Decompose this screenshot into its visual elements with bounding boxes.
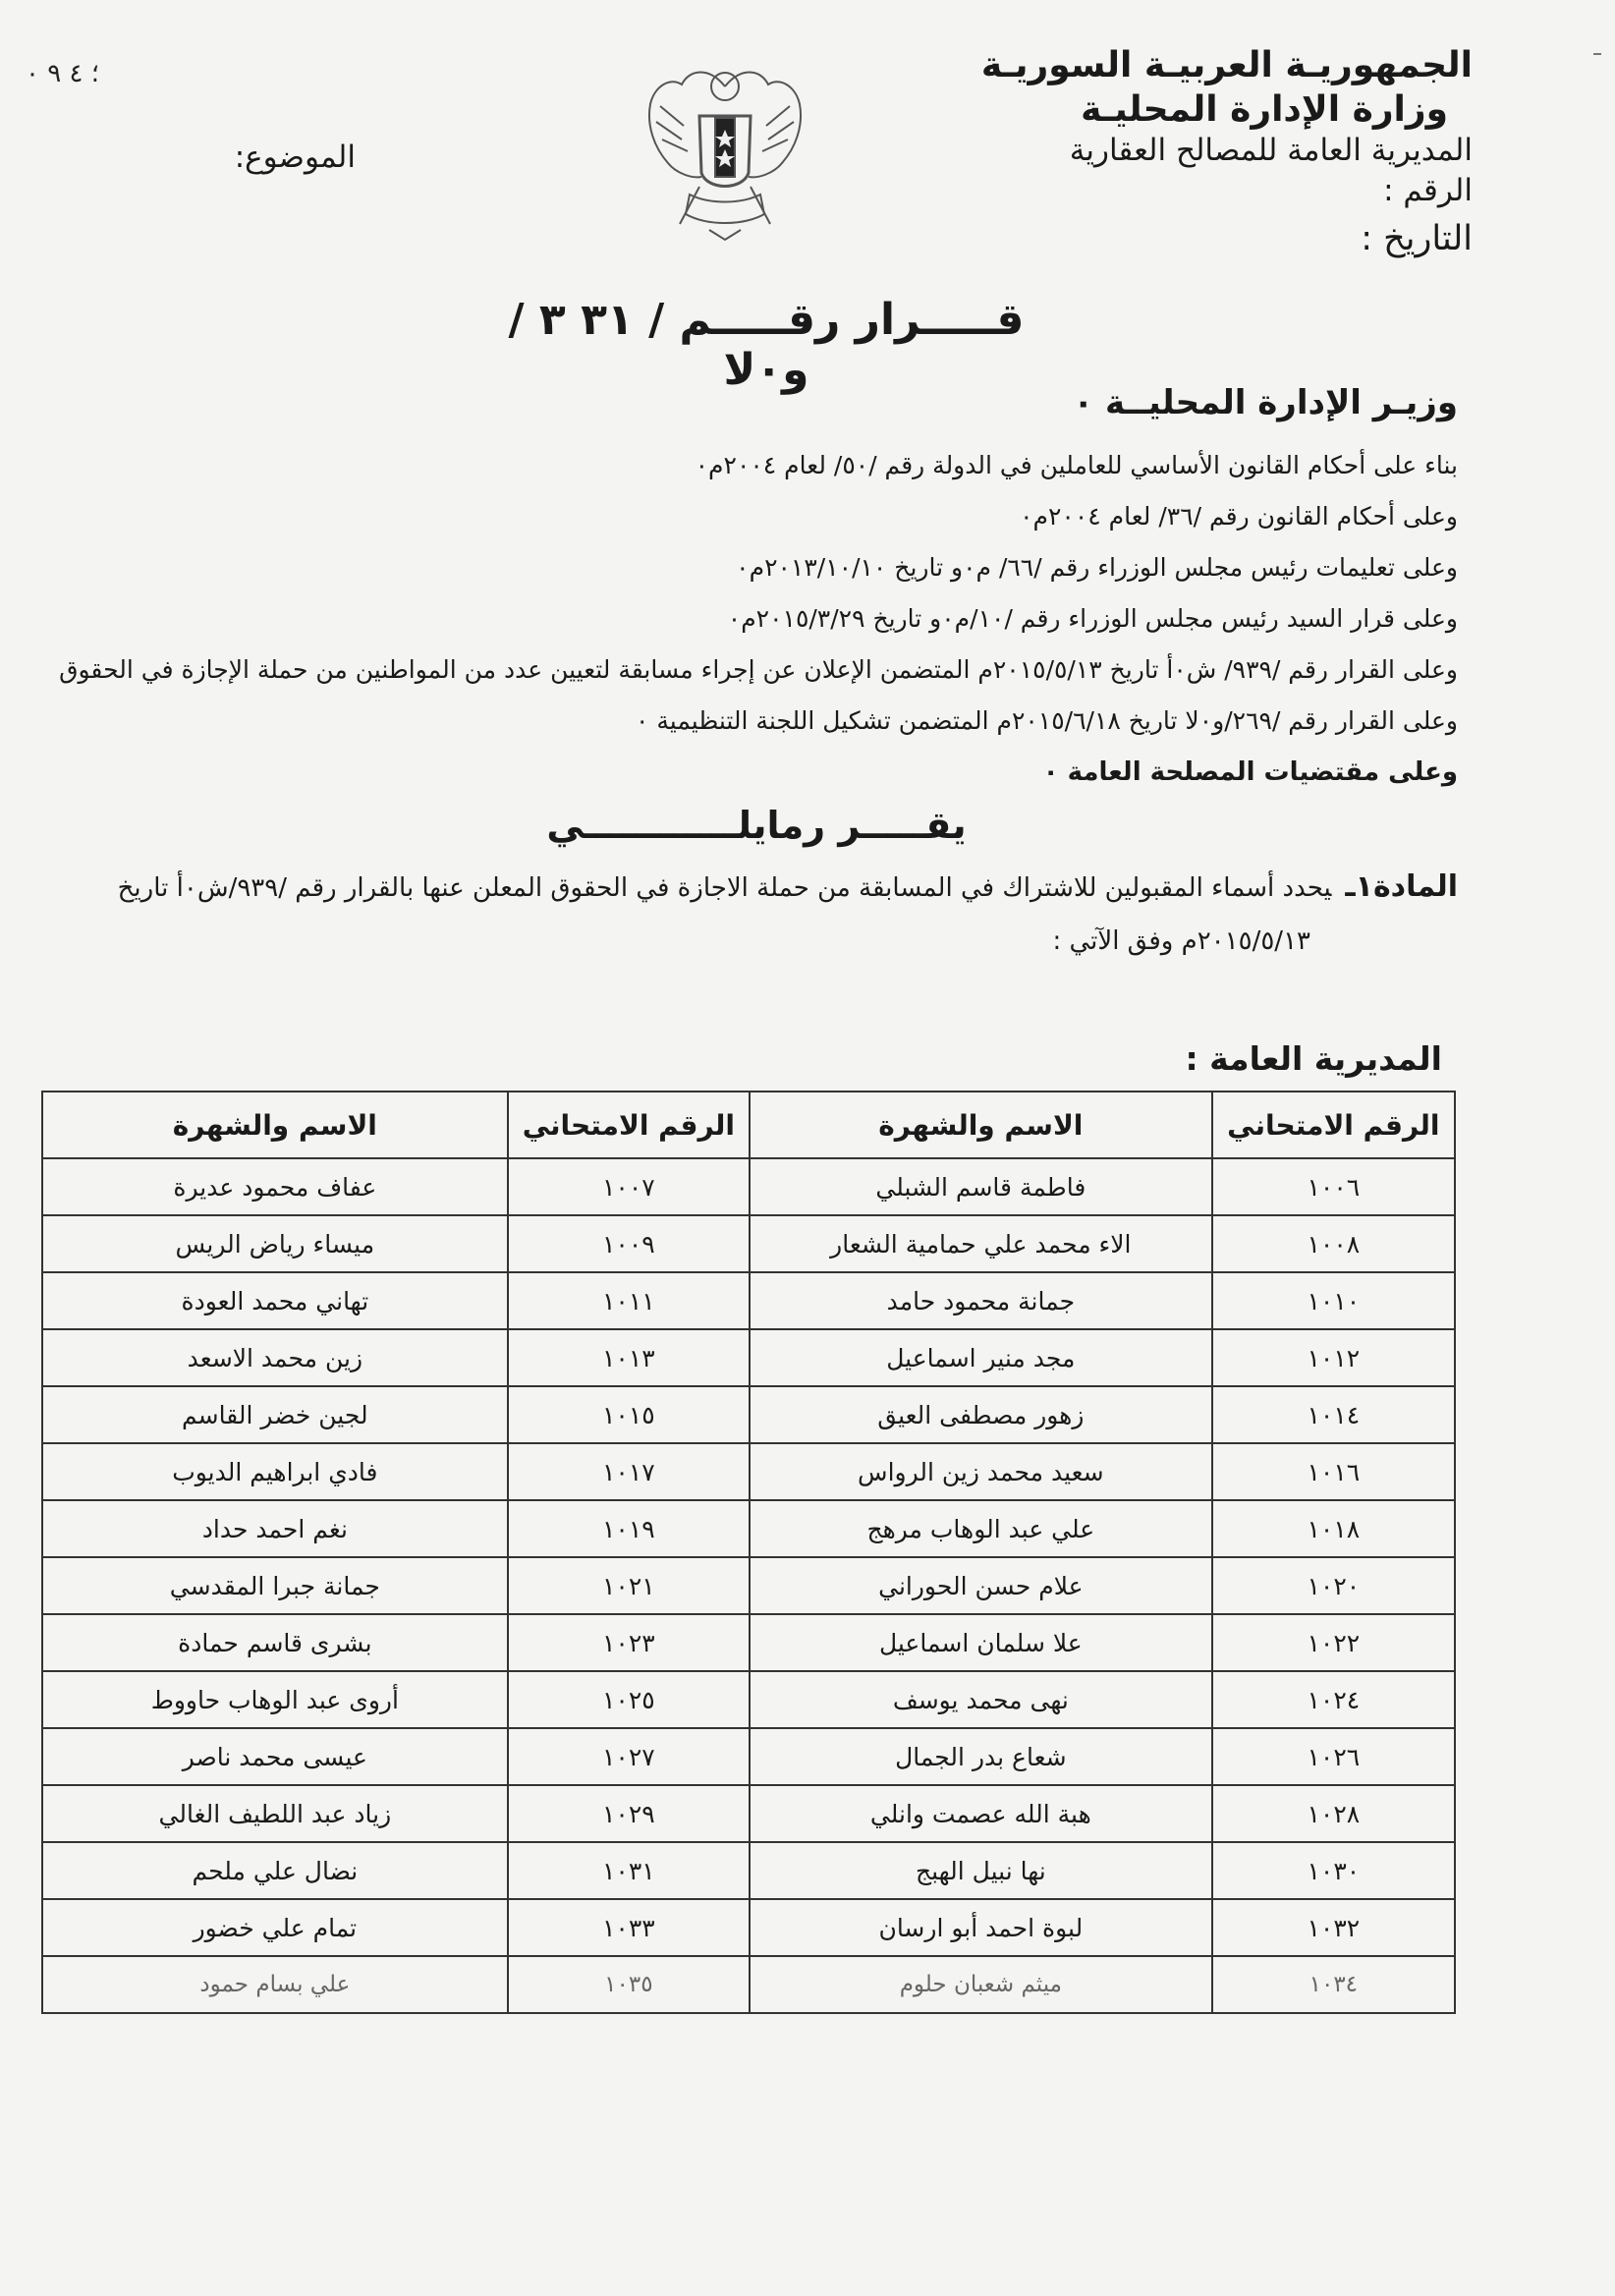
exam-number: ١٠١٢ [1212, 1329, 1455, 1386]
exam-number: ١٠٢٨ [1212, 1785, 1455, 1842]
exam-number: ١٠١٩ [508, 1500, 750, 1557]
candidate-name: تمام علي خضور [42, 1899, 508, 1956]
minister-title: وزيـر الإدارة المحليــة ٠ [1073, 383, 1458, 422]
candidate-name: علي بسام حمود [42, 1956, 508, 2013]
exam-number: ١٠٢١ [508, 1557, 750, 1614]
subject-label: الموضوع: [234, 140, 356, 175]
exam-number: ١٠٣٤ [1212, 1956, 1455, 2013]
table-row [42, 1557, 1455, 1614]
consideration-line: وعلى تعليمات رئيس مجلس الوزراء رقم /٦٦/ م٠و تاريخ ٢٠١٣/١٠/١٠م٠ [736, 553, 1458, 582]
exam-number: ١٠٢٠ [1212, 1557, 1455, 1614]
candidate-name: تهاني محمد العودة [42, 1272, 508, 1329]
candidate-name: زهور مصطفى العيق [750, 1386, 1212, 1443]
exam-number: ١٠٠٨ [1212, 1215, 1455, 1272]
candidate-name: جمانة محمود حامد [750, 1272, 1212, 1329]
candidate-name: علا سلمان اسماعيل [750, 1614, 1212, 1671]
column-header: الرقم الامتحاني [508, 1092, 750, 1158]
candidate-name: لجين خضر القاسم [42, 1386, 508, 1443]
directorate-section-title: المديرية العامة : [1185, 1039, 1442, 1078]
table-row [42, 1443, 1455, 1500]
decision-title: قـــــرار رقـــــم / ٣١ ٣ /و٠لا [508, 295, 1025, 395]
exam-number: ١٠٣٢ [1212, 1899, 1455, 1956]
candidate-name: عيسى محمد ناصر [42, 1728, 508, 1785]
table-row [42, 1215, 1455, 1272]
table-row [42, 1500, 1455, 1557]
candidate-name: نها نبيل الهبج [750, 1842, 1212, 1899]
column-header: الرقم الامتحاني [1212, 1092, 1455, 1158]
table-row [42, 1272, 1455, 1329]
exam-number: ١٠١٦ [1212, 1443, 1455, 1500]
exam-number: ١٠٢٢ [1212, 1614, 1455, 1671]
table-row [42, 1386, 1455, 1443]
exam-number: ١٠٣٣ [508, 1899, 750, 1956]
consideration-line: بناء على أحكام القانون الأساسي للعاملين في الدولة رقم /٥٠/ لعام ٢٠٠٤م٠ [695, 451, 1458, 479]
candidate-name: نضال علي ملحم [42, 1842, 508, 1899]
candidate-name: هبة الله عصمت وانلي [750, 1785, 1212, 1842]
candidate-name: سعيد محمد زين الرواس [750, 1443, 1212, 1500]
table-row [42, 1614, 1455, 1671]
exam-number: ١٠١٠ [1212, 1272, 1455, 1329]
table-row [42, 1785, 1455, 1842]
exam-number: ١٠١٨ [1212, 1500, 1455, 1557]
exam-number: ١٠٠٩ [508, 1215, 750, 1272]
candidate-name: مجد منير اسماعيل [750, 1329, 1212, 1386]
candidate-name: نغم احمد حداد [42, 1500, 508, 1557]
consideration-line: وعلى القرار رقم /٢٦٩/و٠لا تاريخ ٢٠١٥/٦/١٨م المتضمن تشكيل اللجنة التنظيمية ٠ [636, 706, 1458, 735]
handwritten-margin-marks: ؛ ٤ ٩ ٠ [26, 59, 99, 88]
article-1 [43, 861, 1458, 968]
ministry-name: وزارة الإدارة المحليـة [1081, 89, 1448, 130]
table-row [42, 1671, 1455, 1728]
candidate-name: زين محمد الاسعد [42, 1329, 508, 1386]
candidate-name: نهى محمد يوسف [750, 1671, 1212, 1728]
exam-number: ١٠١٤ [1212, 1386, 1455, 1443]
table-row [42, 1956, 1455, 2013]
eagle-emblem-icon [640, 57, 809, 244]
exam-number: ١٠١٧ [508, 1443, 750, 1500]
consideration-line: وعلى أحكام القانون رقم /٣٦/ لعام ٢٠٠٤م٠ [1020, 502, 1458, 531]
candidate-name: أروى عبد الوهاب حاووط [42, 1671, 508, 1728]
consideration-line: وعلى القرار رقم /٩٣٩/ ش٠أ تاريخ ٢٠١٥/٥/١٣م المتضمن الإعلان عن إجراء مسابقة لتعيين عدد من المواطنين من حملة الإجازة في الحقوق [59, 655, 1458, 684]
exam-number: ١٠٠٧ [508, 1158, 750, 1215]
edge-mark [1593, 53, 1601, 55]
consideration-line: وعلى قرار السيد رئيس مجلس الوزراء رقم /١٠/م٠و تاريخ ٢٠١٥/٣/٢٩م٠ [727, 604, 1458, 633]
exam-number: ١٠٢٤ [1212, 1671, 1455, 1728]
country-name: الجمهوريـة العربيـة السوريـة [980, 45, 1473, 85]
candidate-name: الاء محمد علي حمامية الشعار [750, 1215, 1212, 1272]
candidate-name: شعاع بدر الجمال [750, 1728, 1212, 1785]
candidate-name: جمانة جبرا المقدسي [42, 1557, 508, 1614]
exam-number: ١٠٢٧ [508, 1728, 750, 1785]
table-header-row [42, 1092, 1455, 1158]
exam-number: ١٠٢٥ [508, 1671, 750, 1728]
table-row [42, 1329, 1455, 1386]
number-label: الرقم : [1383, 172, 1473, 208]
article-text-line1: يحدد أسماء المقبولين للاشتراك في المسابقة من حملة الاجازة في الحقوق المعلن عنها بالقرار رقم /٩٣٩/ش٠أ تاريخ [117, 873, 1332, 903]
candidate-name: فاطمة قاسم الشبلي [750, 1158, 1212, 1215]
exam-number: ١٠٢٦ [1212, 1728, 1455, 1785]
table-row [42, 1899, 1455, 1956]
consideration-line: وعلى مقتضيات المصلحة العامة ٠ [1042, 757, 1458, 787]
decides-heading: يقـــــر رمايلــــــــــــي [546, 804, 967, 847]
candidate-name: ميساء رياض الريس [42, 1215, 508, 1272]
candidate-name: ميثم شعبان حلوم [750, 1956, 1212, 2013]
candidates-table [41, 1091, 1456, 2014]
candidate-name: علي عبد الوهاب مرهج [750, 1500, 1212, 1557]
article-text-line2: ٢٠١٥/٥/١٣م وفق الآتي : [1052, 926, 1310, 956]
candidate-name: بشرى قاسم حمادة [42, 1614, 508, 1671]
exam-number: ١٠١٣ [508, 1329, 750, 1386]
candidate-name: عفاف محمود عديرة [42, 1158, 508, 1215]
exam-number: ١٠٢٣ [508, 1614, 750, 1671]
exam-number: ١٠٣٠ [1212, 1842, 1455, 1899]
exam-number: ١٠٢٩ [508, 1785, 750, 1842]
letterhead [962, 43, 1473, 260]
column-header: الاسم والشهرة [42, 1092, 508, 1158]
table-row [42, 1728, 1455, 1785]
candidate-name: لبوة احمد أبو ارسان [750, 1899, 1212, 1956]
candidate-name: علام حسن الحوراني [750, 1557, 1212, 1614]
exam-number: ١٠٠٦ [1212, 1158, 1455, 1215]
table-row [42, 1842, 1455, 1899]
article-label: المادة١ـ [1345, 869, 1458, 904]
exam-number: ١٠٣١ [508, 1842, 750, 1899]
date-label: التاريخ : [1361, 218, 1473, 258]
exam-number: ١٠١١ [508, 1272, 750, 1329]
column-header: الاسم والشهرة [750, 1092, 1212, 1158]
candidate-name: فادي ابراهيم الديوب [42, 1443, 508, 1500]
exam-number: ١٠١٥ [508, 1386, 750, 1443]
table-row [42, 1158, 1455, 1215]
exam-number: ١٠٣٥ [508, 1956, 750, 2013]
directorate-name: المديرية العامة للمصالح العقارية [1069, 133, 1473, 168]
considerations-list [43, 440, 1458, 798]
candidate-name: زياد عبد اللطيف الغالي [42, 1785, 508, 1842]
